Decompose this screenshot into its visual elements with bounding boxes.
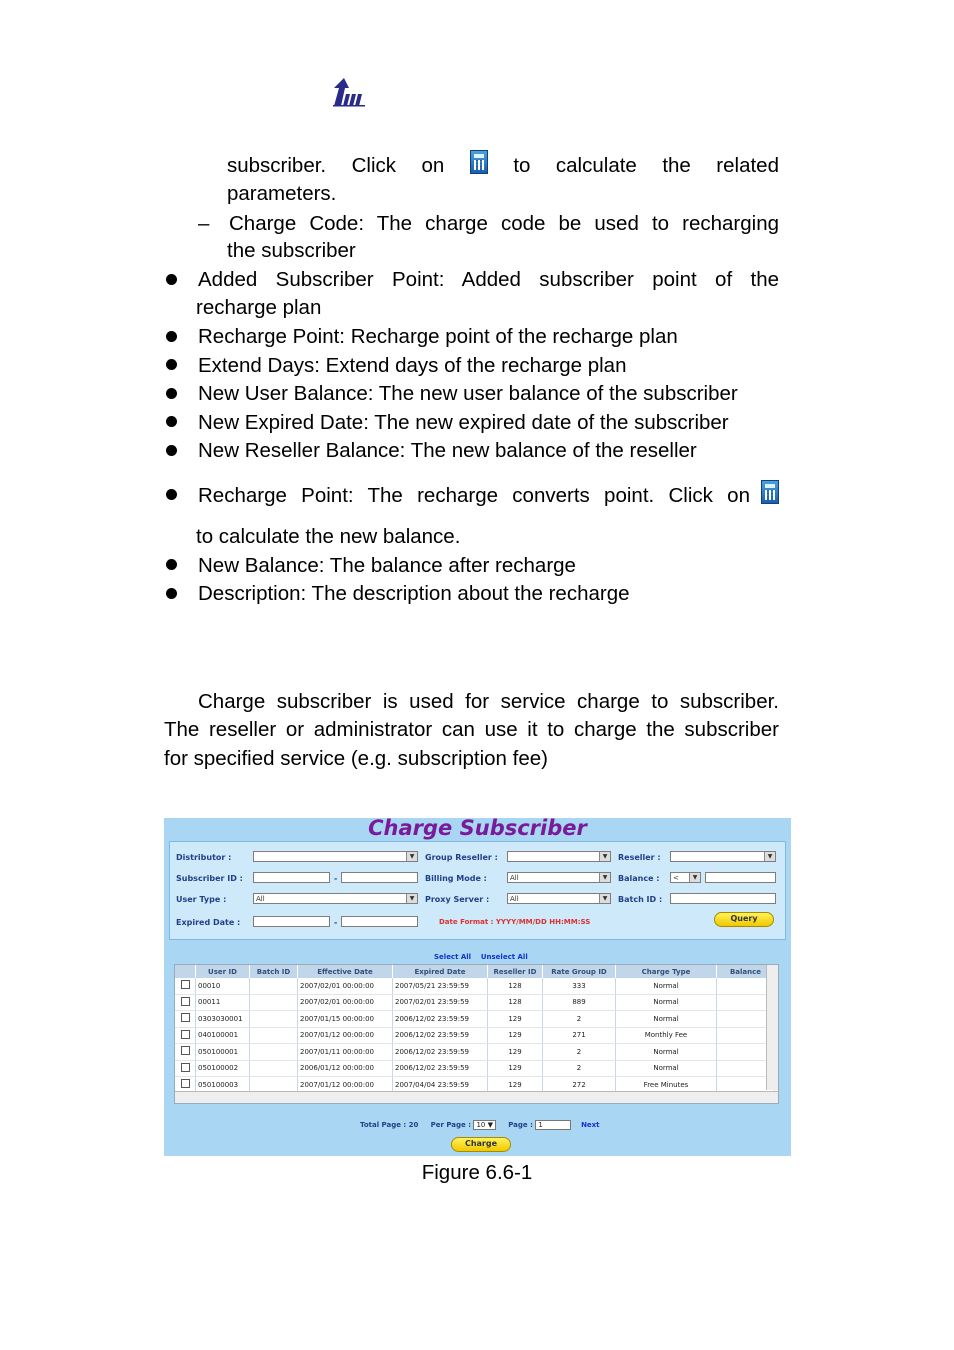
table-cell: 00010 [196, 978, 250, 994]
table-cell: Normal [616, 1011, 717, 1028]
table-cell: Normal [616, 994, 717, 1011]
table-cell: 2007/01/15 00:00:00 [298, 1011, 393, 1028]
table-cell: 0303030001 [196, 1011, 250, 1028]
table-cell: 00011 [196, 994, 250, 1011]
table-cell: 050100002 [196, 1060, 250, 1077]
chevron-down-icon: ▼ [406, 852, 417, 861]
table-row[interactable] [175, 1044, 775, 1061]
balance-operator-select[interactable]: < ▼ [670, 872, 701, 883]
table-cell: 333 [543, 978, 616, 994]
paragraph-line2: The reseller or administrator can use it to charge the subscriber [164, 718, 779, 741]
column-header[interactable]: Balance [717, 965, 775, 978]
expired-date-to-input[interactable] [341, 916, 418, 927]
dash-marker: – [198, 212, 210, 235]
row-checkbox-cell [175, 1060, 196, 1077]
chevron-down-icon: ▼ [599, 873, 610, 882]
table-row[interactable] [175, 1011, 775, 1028]
table-cell [250, 1011, 298, 1028]
table-cell: 129 [488, 1027, 543, 1044]
batch-id-label: Batch ID : [618, 895, 663, 904]
charge-code-line2: the subscriber [227, 239, 356, 262]
figure-caption: Figure 6.6-1 [421, 1161, 533, 1184]
bullet-extend-days: Extend Days: Extend days of the recharge plan [198, 354, 627, 377]
row-checkbox[interactable] [181, 1063, 190, 1072]
table-cell: 129 [488, 1044, 543, 1061]
pager [360, 1120, 600, 1130]
distributor-select[interactable] [253, 851, 418, 862]
row-checkbox[interactable] [181, 980, 190, 989]
table-row[interactable] [175, 1060, 775, 1077]
total-page-label: Total Page : 20 [360, 1121, 419, 1129]
table-cell: 2007/02/01 00:00:00 [298, 978, 393, 994]
column-header[interactable]: Reseller ID [488, 965, 543, 978]
subscriber-id-label: Subscriber ID : [176, 874, 243, 883]
recharge-converts-cont: to calculate the new balance. [196, 525, 461, 548]
billing-mode-select[interactable]: All ▼ [507, 872, 611, 883]
table-cell [250, 994, 298, 1011]
table-cell: Normal [616, 1044, 717, 1061]
column-header[interactable]: Batch ID [250, 965, 298, 978]
chevron-down-icon: ▼ [406, 894, 417, 903]
table-cell: 2006/12/02 23:59:59 [393, 1044, 488, 1061]
bullet-dot [166, 559, 177, 570]
bullet-dot [166, 588, 177, 599]
horizontal-scrollbar[interactable] [175, 1091, 778, 1103]
vertical-scrollbar[interactable] [766, 965, 778, 1090]
table-cell: 2007/04/04 23:59:59 [393, 1077, 488, 1094]
bullet-dot [166, 489, 177, 500]
bullet-new-balance: New Balance: The balance after recharge [198, 554, 576, 577]
table-cell: 2006/12/02 23:59:59 [393, 1011, 488, 1028]
row-checkbox[interactable] [181, 1013, 190, 1022]
bullet-added-subscriber: Added Subscriber Point: Added subscriber point of the [198, 268, 779, 291]
chevron-down-icon: ▼ [764, 852, 775, 861]
row-checkbox-cell [175, 994, 196, 1011]
per-page-label: Per Page : [430, 1121, 472, 1129]
bullet-new-reseller-balance: New Reseller Balance: The new balance of the reseller [198, 439, 697, 462]
expired-date-label: Expired Date : [176, 918, 241, 927]
user-type-select[interactable]: All ▼ [253, 893, 418, 904]
table-cell: 2007/05/21 23:59:59 [393, 978, 488, 994]
table-cell: 2007/02/01 00:00:00 [298, 994, 393, 1011]
column-header[interactable]: Rate Group ID [543, 965, 616, 978]
table-cell: 129 [488, 1060, 543, 1077]
table-cell: Normal [616, 1060, 717, 1077]
row-checkbox-cell [175, 1044, 196, 1061]
table-cell: 2 [543, 1011, 616, 1028]
chevron-down-icon: ▼ [599, 894, 610, 903]
table-cell: 129 [488, 1077, 543, 1094]
table-cell: 040100001 [196, 1027, 250, 1044]
page-input[interactable]: 1 [535, 1120, 571, 1130]
bullet-dot [166, 274, 177, 285]
date-format-hint: Date Format : YYYY/MM/DD HH:MM:SS [439, 918, 591, 926]
bullet-recharge-converts: Recharge Point: The recharge converts point. Click on [198, 484, 750, 507]
charge-code-line1: Charge Code: The charge code be used to recharging [229, 212, 779, 235]
chevron-down-icon: ▼ [599, 852, 610, 861]
param-line2: parameters. [227, 182, 337, 205]
table-cell: 2007/02/01 23:59:59 [393, 994, 488, 1011]
checkbox-header [175, 965, 196, 978]
bullet-description: Description: The description about the recharge [198, 582, 630, 605]
chevron-down-icon: ▼ [689, 873, 700, 882]
row-checkbox[interactable] [181, 1079, 190, 1088]
distributor-label: Distributor : [176, 853, 232, 862]
subscriber-table [175, 965, 775, 1094]
bullet-dot [166, 416, 177, 427]
next-link[interactable]: Next [581, 1121, 600, 1129]
subscriber-grid [174, 964, 779, 1104]
proxy-server-label: Proxy Server : [425, 895, 490, 904]
proxy-server-select[interactable]: All ▼ [507, 893, 611, 904]
charge-button[interactable]: Charge [451, 1137, 511, 1152]
range-separator: - [334, 918, 338, 927]
unselect-all-link[interactable]: Unselect All [480, 953, 528, 961]
bullet-new-user-balance: New User Balance: The new user balance of the subscriber [198, 382, 738, 405]
batch-id-input[interactable] [670, 893, 776, 904]
chevron-down-icon: ▼ [487, 1121, 494, 1129]
table-cell [250, 978, 298, 994]
bullet-dot [166, 359, 177, 370]
user-type-label: User Type : [176, 895, 227, 904]
calculator-icon[interactable] [470, 150, 488, 174]
table-cell: 2007/01/12 00:00:00 [298, 1077, 393, 1094]
table-cell: 050100001 [196, 1044, 250, 1061]
table-cell: 2 [543, 1060, 616, 1077]
column-header[interactable]: Expired Date [393, 965, 488, 978]
row-checkbox-cell [175, 1027, 196, 1044]
expired-date-from-input[interactable] [253, 916, 330, 927]
table-header-row [175, 965, 775, 978]
bullet-new-expired-date: New Expired Date: The new expired date of the subscriber [198, 411, 729, 434]
reseller-label: Reseller : [618, 853, 661, 862]
reseller-select[interactable] [670, 851, 776, 862]
table-cell: 271 [543, 1027, 616, 1044]
table-cell: 050100003 [196, 1077, 250, 1094]
row-checkbox[interactable] [181, 997, 190, 1006]
table-cell: 2006/12/02 23:59:59 [393, 1060, 488, 1077]
range-separator: - [334, 874, 338, 883]
column-header[interactable]: Charge Type [616, 965, 717, 978]
balance-input[interactable] [705, 872, 776, 883]
table-cell: Free Minutes [616, 1077, 717, 1094]
row-checkbox-cell [175, 978, 196, 994]
subscriber-id-to-input[interactable] [341, 872, 418, 883]
table-cell: 2006/12/02 23:59:59 [393, 1027, 488, 1044]
page-label: Page : [508, 1121, 533, 1129]
company-logo [331, 78, 367, 108]
table-cell: Normal [616, 978, 717, 994]
bullet-dot [166, 445, 177, 456]
table-row[interactable] [175, 994, 775, 1011]
table-cell: 128 [488, 978, 543, 994]
column-header[interactable]: User ID [196, 965, 250, 978]
bullet-dot [166, 388, 177, 399]
bullet-added-subscriber-cont: recharge plan [196, 296, 322, 319]
table-cell: 2006/01/12 00:00:00 [298, 1060, 393, 1077]
param-line1: subscriber. Click on to calculate the related [227, 152, 779, 180]
table-cell: 2007/01/11 00:00:00 [298, 1044, 393, 1061]
bullet-dot [166, 331, 177, 342]
subscriber-id-from-input[interactable] [253, 872, 330, 883]
row-checkbox[interactable] [181, 1046, 190, 1055]
table-cell: 128 [488, 994, 543, 1011]
paragraph-line3: for specified service (e.g. subscription fee) [164, 747, 548, 770]
group-reseller-label: Group Reseller : [425, 853, 498, 862]
row-checkbox-cell [175, 1011, 196, 1028]
balance-label: Balance : [618, 874, 660, 883]
table-cell [250, 1027, 298, 1044]
table-cell: 2007/01/12 00:00:00 [298, 1027, 393, 1044]
search-form [169, 841, 786, 940]
table-cell: 2 [543, 1044, 616, 1061]
bullet-recharge-point: Recharge Point: Recharge point of the recharge plan [198, 325, 678, 348]
table-cell: 272 [543, 1077, 616, 1094]
table-cell [250, 1044, 298, 1061]
billing-mode-label: Billing Mode : [425, 874, 487, 883]
per-page-select[interactable]: 10 ▼ [473, 1120, 496, 1130]
query-button[interactable]: Query [714, 912, 774, 927]
table-cell: Monthly Fee [616, 1027, 717, 1044]
select-all-link[interactable]: Select All [434, 953, 472, 961]
selection-links [434, 953, 528, 961]
table-body [175, 978, 775, 1093]
table-cell: 889 [543, 994, 616, 1011]
group-reseller-select[interactable] [507, 851, 611, 862]
table-cell [250, 1060, 298, 1077]
calculator-icon[interactable] [761, 480, 779, 504]
column-header[interactable]: Effective Date [298, 965, 393, 978]
table-row[interactable] [175, 978, 775, 994]
row-checkbox[interactable] [181, 1030, 190, 1039]
figure-title: Charge Subscriber [368, 818, 587, 840]
table-cell: 129 [488, 1011, 543, 1028]
table-row[interactable] [175, 1027, 775, 1044]
charge-subscriber-screenshot [164, 818, 791, 1156]
paragraph-line1: Charge subscriber is used for service charge to subscriber. [198, 690, 779, 713]
